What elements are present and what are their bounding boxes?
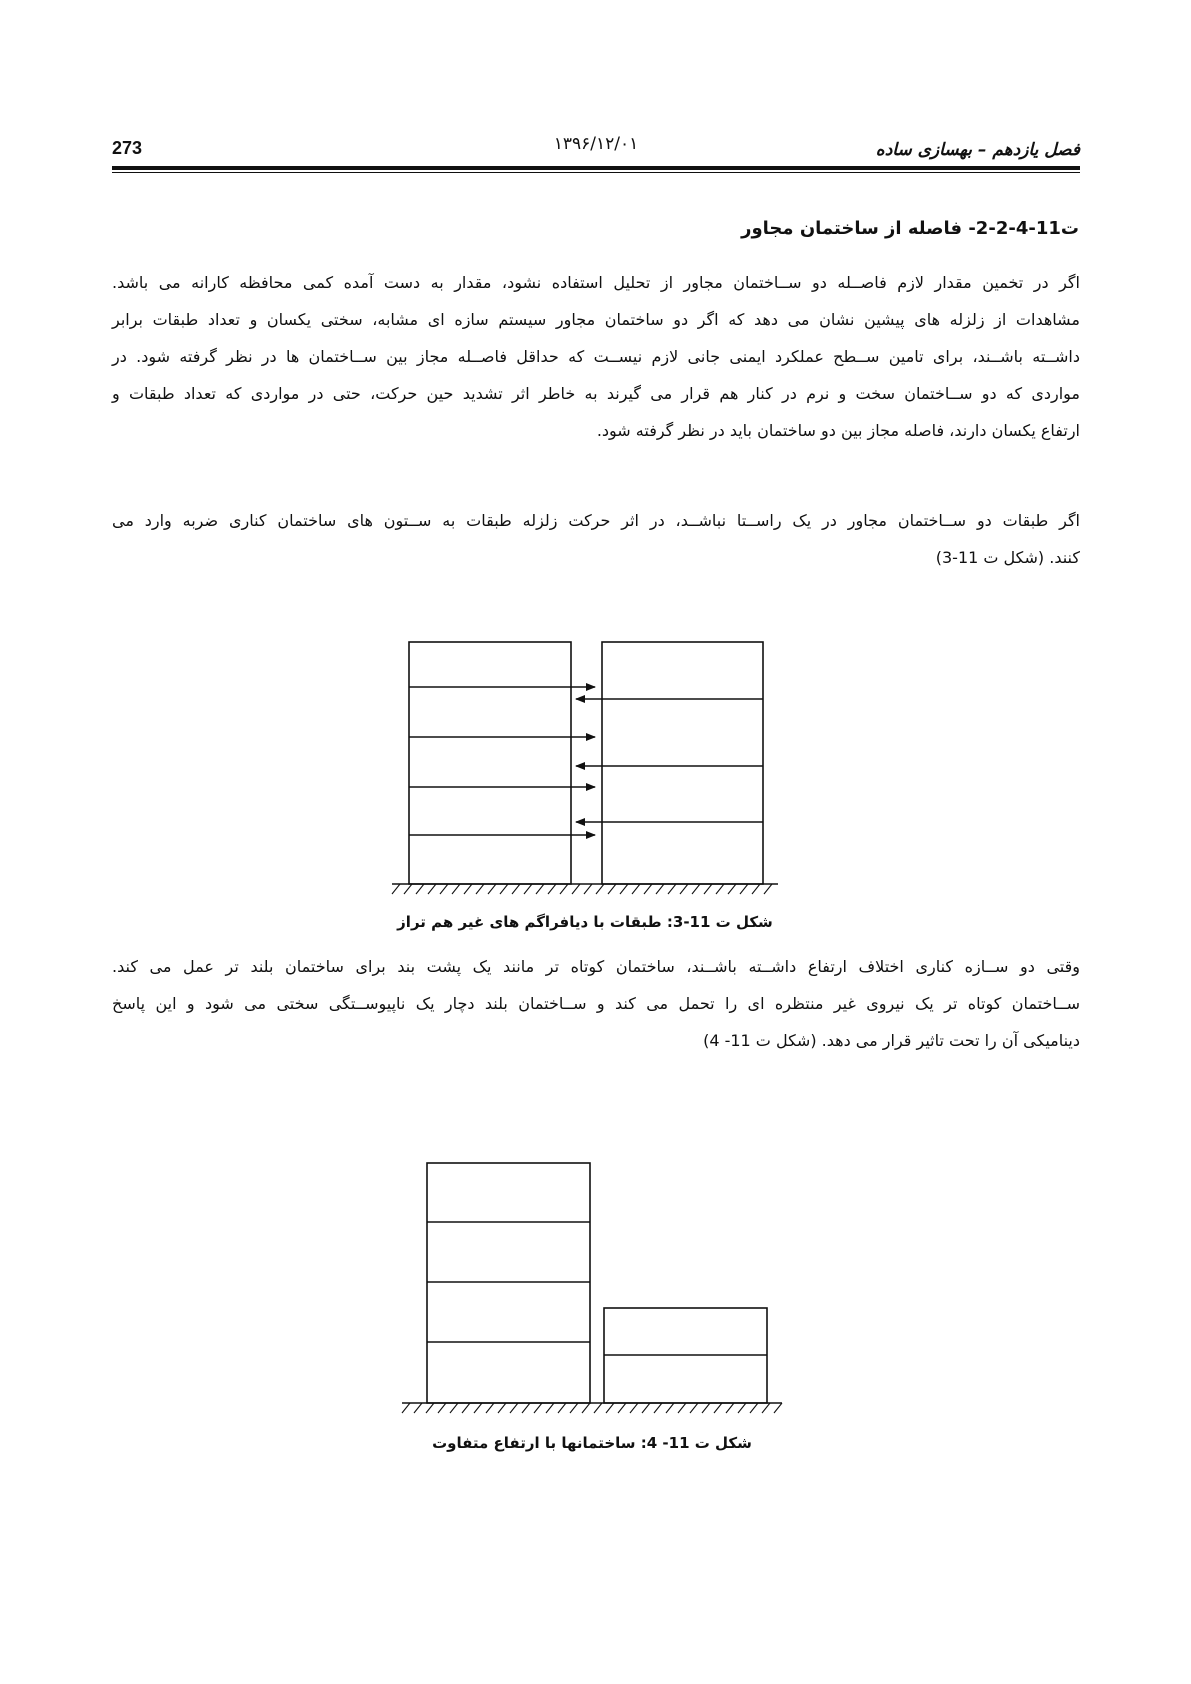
header-rule-thin (112, 172, 1080, 173)
figure-misaligned-floors (390, 635, 780, 895)
figure-different-heights (392, 1155, 792, 1435)
paragraph-line: مشاهدات از زلزله های پیشین نشان می دهد که اگر دو ساختمان مجاور سیستم سازه ای مشابه، سختی یکسان و تعداد طبقات برابر (112, 310, 1080, 329)
page-number: 273 (112, 138, 143, 158)
section-heading: ت11-4-2-2- فاصله از ساختمان مجاور (741, 218, 1079, 239)
ground-hatch (402, 1403, 782, 1413)
paragraph-line: اگر طبقات دو ســاختمان مجاور در یک راســتا نباشــد، در اثر حرکت زلزله طبقات به ســتون های ساختمان کناری ضربه وارد می (112, 511, 1080, 530)
left-floor-lines (409, 687, 595, 835)
paragraph-line: اگر در تخمین مقدار لازم فاصــله دو ســاختمان مجاور از تحلیل استفاده نشود، مقدار به دست آمده کمی محافظه کارانه می باشد. (112, 273, 1080, 292)
paragraph-line: وقتی دو ســازه کناری اختلاف ارتفاع داشــته باشــند، ساختمان کوتاه تر مانند یک پشت بند برای ساختمان بلند تر عمل می کند. (112, 957, 1080, 976)
figure-4-caption: شکل ت 11- 4: ساختمانها با ارتفاع متفاوت (432, 1434, 752, 1452)
header-rule (112, 166, 1080, 170)
paragraph-2 (112, 502, 1080, 576)
paragraph-3 (112, 948, 1080, 1059)
header-date: ۱۳۹۶/۱۲/۰۱ (553, 134, 639, 154)
paragraph-line: مواردی که دو ســاختمان سخت و نرم در کنار هم قرار می گیرند به خاطر اثر تشدید حین حرکت، حتی در مواردی که تعداد طبقات و (112, 384, 1080, 403)
paragraph-line: دینامیکی آن را تحت تاثیر قرار می دهد. (شکل ت 11- 4) (703, 1031, 1080, 1050)
paragraph-line: داشــته باشــند، برای تامین ســطح عملکرد ایمنی جانی لازم نیســت که حداقل فاصــله مجاز بین ســاختمان ها در نظر گرفته شود. در (112, 347, 1080, 366)
right-floor-lines (576, 699, 763, 822)
tall-building (427, 1163, 590, 1403)
paragraph-line: ســاختمان کوتاه تر یک نیروی غیر منتظره ای را تحمل می کند و ســاختمان بلند دچار یک ناپیوســتگی سختی می شود و این پاسخ (112, 994, 1080, 1013)
left-building (409, 642, 571, 884)
paragraph-1 (112, 264, 1080, 449)
page-header (112, 128, 1080, 168)
ground-hatch (392, 884, 772, 894)
chapter-title: فصل یازدهم – بهسازی ساده (875, 140, 1080, 160)
right-building (602, 642, 763, 884)
tall-building-floors (427, 1222, 590, 1342)
figure-3-caption: شکل ت 11-3: طبقات با دیافراگم های غیر هم تراز (397, 913, 773, 931)
paragraph-line: کنند. (شکل ت 11-3) (935, 548, 1080, 567)
paragraph-line: ارتفاع یکسان دارند، فاصله مجاز بین دو ساختمان باید در نظر گرفته شود. (596, 421, 1080, 440)
